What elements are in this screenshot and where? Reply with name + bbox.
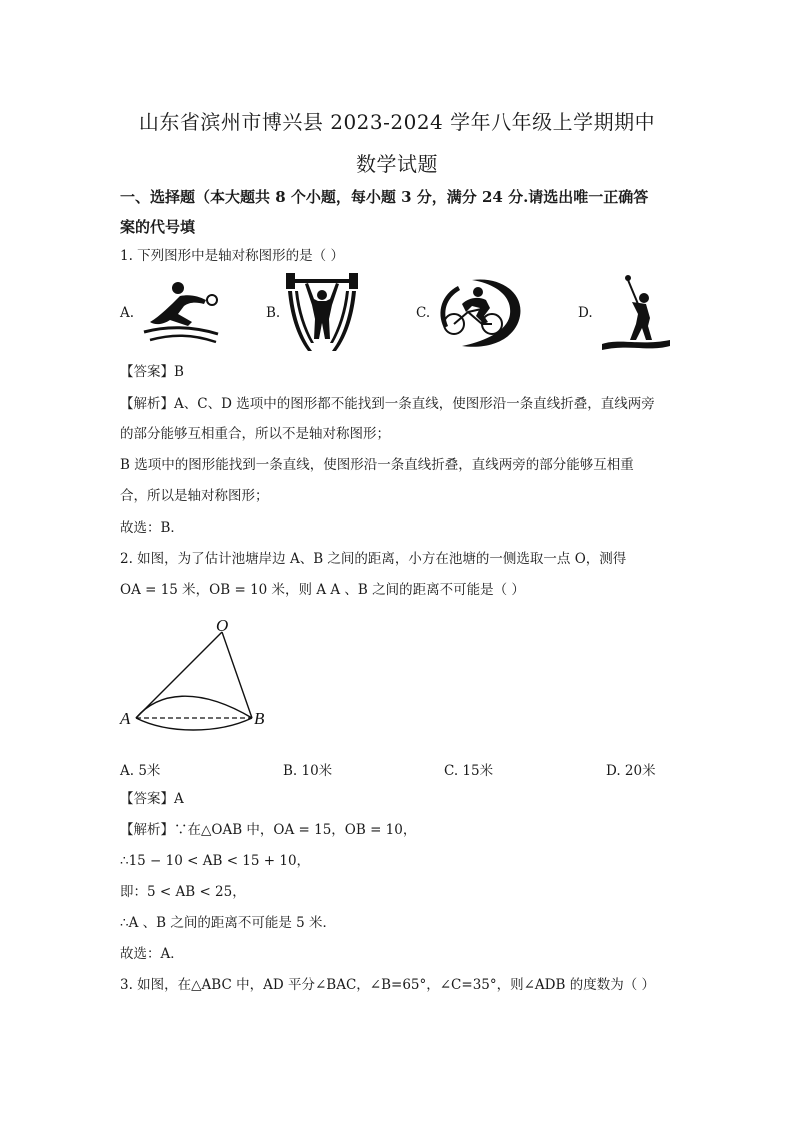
q2-option-c: C. 15米 [444, 763, 494, 779]
document-title: 山东省滨州市博兴县 2023-2024 学年八年级上学期期中 [138, 110, 656, 134]
weightlifter-icon [284, 273, 360, 353]
q2-stem-line2: OA = 15 米，OB = 10 米，则 A A 、B 之间的距离不可能是（ ） [120, 582, 525, 598]
q1-option-d-label: D. [578, 305, 593, 321]
q2-analysis-line2: ∴15 − 10 < AB < 15 + 10， [120, 853, 311, 869]
q1-option-a-label: A. [120, 305, 135, 321]
q2-answer: 【答案】A [120, 791, 184, 807]
q1-analysis-line4: 合，所以是轴对称图形； [120, 488, 269, 504]
q2-stem-line1: 2. 如图，为了估计池塘岸边 A、B 之间的距离，小方在池塘的一侧选取一点 O，测得 [120, 551, 627, 567]
golfer-icon [600, 274, 672, 354]
point-a-label: A [120, 709, 131, 728]
q1-analysis-line1: 【解析】A、C、D 选项中的图形都不能找到一条直线，使图形沿一条直线折叠，直线两旁 [120, 396, 655, 412]
q1-option-c-label: C. [416, 305, 431, 321]
q2-conclusion: 故选：A． [120, 946, 184, 962]
pond-triangle-diagram [118, 612, 278, 734]
q1-answer: 【答案】B [120, 364, 184, 380]
cyclist-icon [432, 276, 524, 352]
q1-option-b-label: B. [266, 305, 281, 321]
q2-option-d: D. 20米 [606, 763, 656, 779]
document-subtitle: 数学试题 [356, 152, 438, 176]
q2-option-a: A. 5米 [120, 763, 161, 779]
q3-stem: 3. 如图，在△ABC 中，AD 平分∠BAC，∠B=65°，∠C=35°，则∠ADB 的度数为（ ） [120, 977, 656, 993]
volleyball-player-icon [140, 276, 220, 348]
section-header: 一、选择题（本大题共 8 个小题，每小题 3 分，满分 24 分.请选出唯一正确答 [120, 188, 649, 206]
q1-conclusion: 故选：B． [120, 520, 184, 536]
q2-analysis-line4: ∴A 、B 之间的距离不可能是 5 米． [120, 915, 337, 931]
q2-analysis-line3: 即：5 < AB < 25， [120, 884, 246, 900]
q1-analysis-line2: 的部分能够互相重合，所以不是轴对称图形； [120, 426, 390, 442]
point-o-label: O [216, 616, 229, 635]
q2-option-b: B. 10米 [283, 763, 333, 779]
q1-stem: 1. 下列图形中是轴对称图形的是（ ） [120, 248, 344, 264]
q2-analysis-line1: 【解析】∵在△OAB 中，OA = 15，OB = 10， [120, 822, 417, 838]
q1-analysis-line3: B 选项中的图形能找到一条直线，使图形沿一条直线折叠，直线两旁的部分能够互相重 [120, 457, 634, 473]
point-b-label: B [254, 709, 265, 728]
section-header-cont: 案的代号填 [120, 218, 196, 236]
